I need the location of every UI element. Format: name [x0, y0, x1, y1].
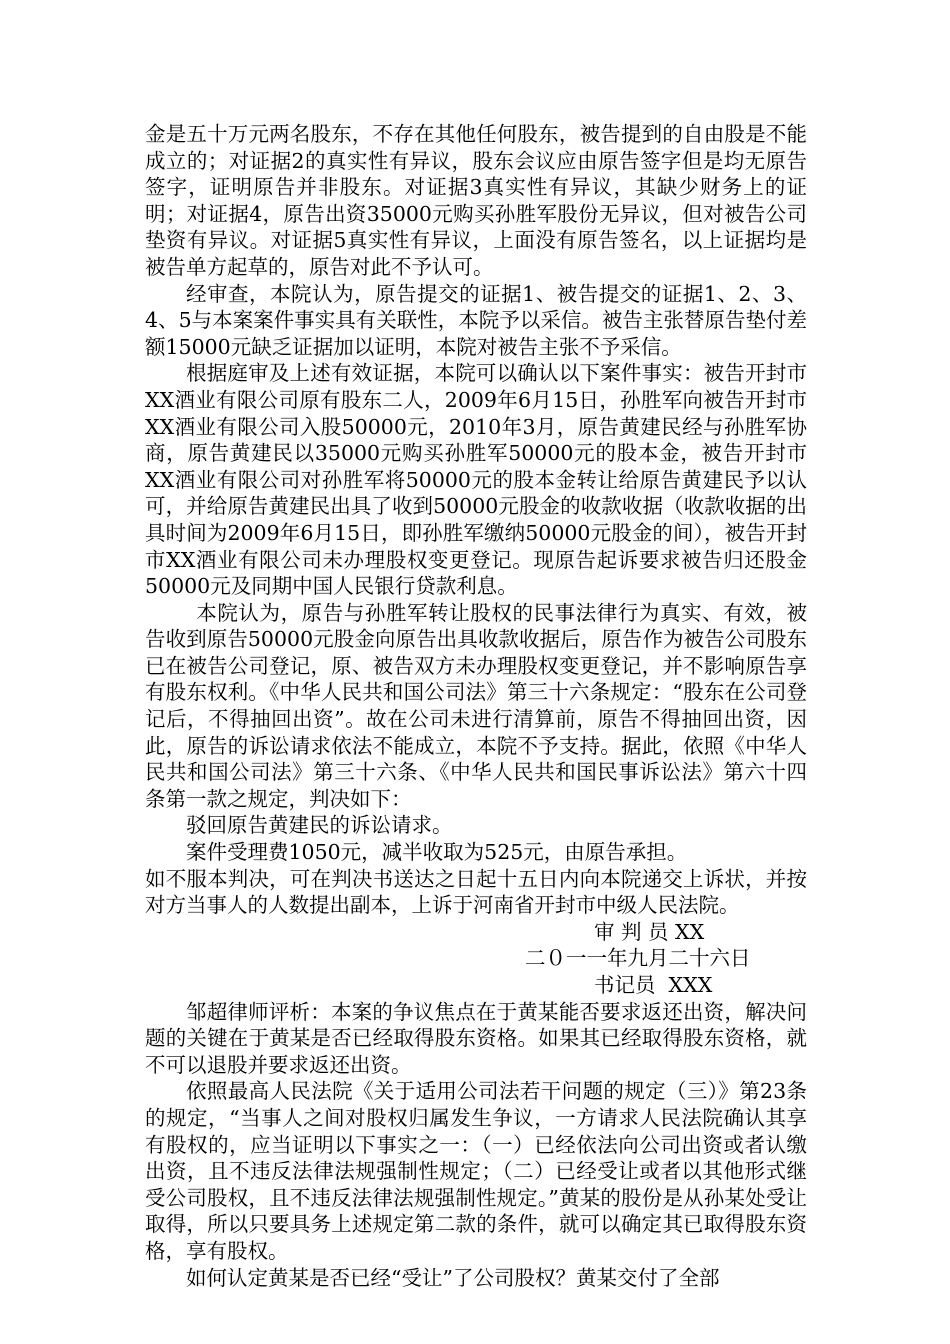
paragraph-appeal-notice: 如不服本判决，可在判决书送达之日起十五日内向本院递交上诉状，并按对方当事人的人数提出副本，上诉于河南省开封市中级人民法院。	[145, 866, 807, 918]
signature-date: 二０一一年九月二十六日	[525, 946, 751, 971]
paragraph-defendant-evidence-objection: 金是五十万元两名股东，不存在其他任何股东，被告提到的自由股是不能成立的；对证据2的真实性有异议，股东会议应由原告签字但是均无原告签字，证明原告并非股东。对证据3真实性有异议，其缺少财务上的证明；对证据4，原告出资35000元购买孙胜军股份无异议，但对被告公司垫资有异议。对证据5真实性有异议，上面没有原告签名，以上证据均是被告单方起草的，原告对此不予认可。	[145, 122, 807, 279]
paragraph-transfer-question: 如何认定黄某是否已经“受让”了公司股权？黄某交付了全部	[186, 1265, 720, 1290]
paragraph-evidence-review: 经审查，本院认为，原告提交的证据1、被告提交的证据1、2、3、4、5与本案案件事实具有关联性，本院予以采信。被告主张替原告垫付差额15000元缺乏证据加以证明，本院对被告主张不予采信。	[145, 281, 807, 359]
paragraph-court-opinion: 本院认为，原告与孙胜军转让股权的民事法律行为真实、有效，被告收到原告50000元股金向原告出具收款收据后，原告作为被告公司股东已在被告公司登记，原、被告双方未办理股权变更登记，并不影响原告享有股东权利。《中华人民共和国公司法》第三十六条规定：“股东在公司登记后，不得抽回出资”。故在公司未进行清算前，原告不得抽回出资，因此，原告的诉讼请求依法不能成立，本院不予支持。据此，依照《中华人民共和国公司法》第三十六条、《中华人民共和国民事诉讼法》第六十四条第一款之规定，判决如下：	[145, 600, 807, 811]
paragraph-legal-basis: 依照最高人民法院《关于适用公司法若干问题的规定（三）》第23条的规定，“当事人之间对股权归属发生争议，一方请求人民法院确认其享有股权的，应当证明以下事实之一：（一）已经依法向公司出资或者认缴出资，且不违反法律法规强制性规定；（二）已经受让或者以其他形式继受公司股权，且不违反法律法规强制性规定。”黄某的股份是从孙某处受让取得，所以只要具务上述规定第二款的条件，就可以确定其已取得股东资格，享有股权。	[145, 1079, 807, 1263]
paragraph-case-facts: 根据庭审及上述有效证据，本院可以确认以下案件事实：被告开封市XX酒业有限公司原有股东二人，2009年6月15日，孙胜军向被告开封市XX酒业有限公司入股50000元，2010年3月，原告黄建民经与孙胜军协商，原告黄建民以35000元购买孙胜军50000元的股本金，被告开封市XX酒业有限公司对孙胜军将50000元的股本金转让给原告黄建民予以认可，并给原告黄建民出具了收到50000元股金的收款收据（收款收据的出具时间为2009年6月15日，即孙胜军缴纳50000元股金的间），被告开封市XX酒业有限公司未办理股权变更登记。现原告起诉要求被告归还股金50000元及同期中国人民银行贷款利息。	[145, 361, 807, 599]
signature-judge: 审 判 员 XX	[594, 919, 705, 944]
paragraph-judgment: 驳回原告黄建民的诉讼请求。	[186, 813, 453, 838]
paragraph-lawyer-commentary: 邹超律师评析：本案的争议焦点在于黄某能否要求返还出资，解决问题的关键在于黄某是否已经取得股东资格。如果其已经取得股东资格，就不可以退股并要求返还出资。	[145, 999, 807, 1077]
document-page	[145, 121, 807, 1291]
signature-clerk: 书记员 XXX	[594, 973, 713, 997]
paragraph-court-fees: 案件受理费1050元，减半收取为525元，由原告承担。	[186, 840, 688, 865]
